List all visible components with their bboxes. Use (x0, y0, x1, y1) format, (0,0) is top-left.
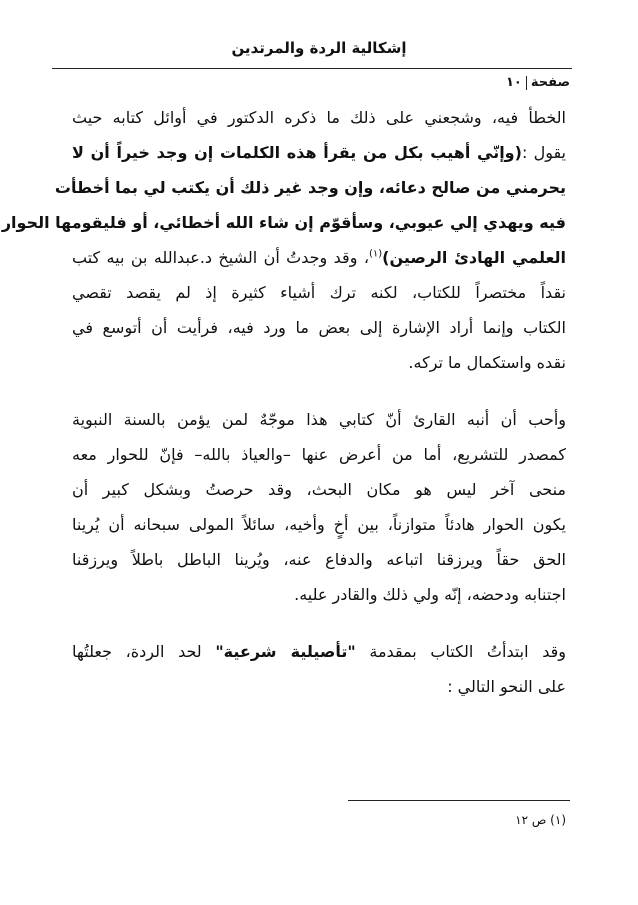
running-title: إشكالية الردة والمرتدين (231, 39, 407, 57)
text-run: يقول : (521, 143, 567, 162)
text-line: الكتاب وإنما أراد الإشارة إلى بعض ما ورد فيه، فرأيت أن أتوسع في (72, 318, 566, 337)
text-line (72, 634, 566, 669)
text-line: نقده واستكمال ما تركه. (408, 353, 566, 372)
quoted-text: (وإنّي أهيب بكل من يقرأ هذه الكلمات إن وجد خيراً أن لا (72, 143, 522, 162)
highlighted-phrase: "تأصيلية شرعية" (215, 642, 356, 661)
paragraph-1 (1, 100, 567, 380)
text-line: الخطأ فيه، وشجعني على ذلك ما ذكره الدكتور في أوائل كتابه حيث (72, 108, 566, 127)
page-label-separator (526, 76, 527, 90)
text-line: منحى آخر ليس هو مكان البحث، وقد حرصتُ وبشكل كبير أن (72, 480, 566, 499)
paragraph-gap (72, 612, 566, 634)
quoted-text-line: يحرمني من صالح دعائه، وإن وجد غير ذلك أن يكتب لي بما أخطأت (54, 178, 566, 197)
text-line: وأحب أن أنبه القارئ أنّ كتابي هذا موجّهٌ لمن يؤمن بالسنة النبوية (72, 410, 566, 429)
text-line: اجتنابه ودحضه، إنّه ولي ذلك والقادر عليه. (294, 585, 566, 604)
page-number: ١٠ (505, 75, 522, 90)
header-rule (52, 68, 572, 69)
text-line (72, 135, 566, 170)
text-line: نقداً مختصراً للكتاب، لكنه ترك أشياء كثيرة إذ لم يقصد تقصي (72, 283, 566, 302)
footnote-reference: (١) (368, 248, 383, 260)
text-run: لحد الردة، جعلتُها (72, 642, 202, 661)
footnote: (١) ص ١٢ (515, 813, 566, 827)
paragraph-3 (72, 634, 566, 704)
text-line (72, 240, 566, 275)
quoted-text-line: فيه ويهدي إلي عيوبي، وسأقوّم إن شاء الله أخطائي، أو فليقومها الحوار (1, 213, 566, 232)
quoted-text: العلمي الهادئ الرصين) (382, 248, 566, 267)
paragraph-2 (72, 402, 566, 612)
body-text (1, 100, 567, 704)
footnote-rule (348, 800, 570, 801)
paragraph-gap (72, 380, 566, 402)
page-label (506, 74, 570, 92)
text-line: كمصدر للتشريع، أما من أعرض عنها –والعياذ بالله– فإنّ للحوار معه (72, 445, 566, 464)
text-line: يكون الحوار هادئاً متوازناً، بين أخٍ وأخيه، سائلاً المولى سبحانه أن يُرينا (72, 515, 566, 534)
page-word: صفحة (530, 75, 570, 90)
text-run: ، وقد وجدتُ أن الشيخ د.عبدالله بن بيه كتب (72, 248, 369, 267)
text-line: على النحو التالي : (447, 677, 566, 696)
text-line: الحق حقاً ويرزقنا اتباعه والدفاع عنه، ويُرينا الباطل باطلاً ويرزقنا (72, 550, 566, 569)
text-run: وقد ابتدأتُ الكتاب بمقدمة (369, 642, 566, 661)
